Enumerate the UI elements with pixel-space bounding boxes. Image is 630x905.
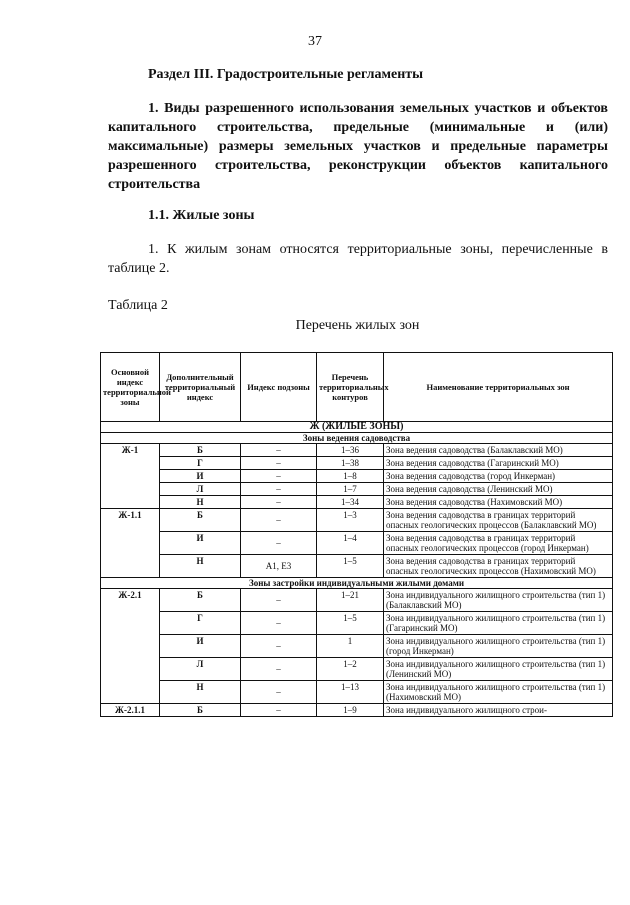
additional-index-cell: Б xyxy=(160,589,241,612)
heading-2: 1.1. Жилые зоны xyxy=(148,208,255,223)
zone-name-cell: Зона ведения садоводства (город Инкерман) xyxy=(384,470,613,483)
table-row xyxy=(101,483,613,496)
contours-cell: 1–2 xyxy=(317,658,384,681)
subzone-index-cell: – xyxy=(241,612,317,635)
additional-index-cell: Н xyxy=(160,681,241,704)
additional-index-cell: Н xyxy=(160,555,241,578)
zone-name-cell: Зона индивидуального жилищного строительства (тип 1) (Гагаринский МО) xyxy=(384,612,613,635)
main-index-cell: Ж-1.1 xyxy=(101,509,160,578)
header-subzone-index: Индекс подзоны xyxy=(241,353,317,422)
header-contours: Перечень территориальных контуров xyxy=(317,353,384,422)
additional-index-cell: Г xyxy=(160,457,241,470)
additional-index-cell: Г xyxy=(160,612,241,635)
subzone-index-cell: – xyxy=(241,681,317,704)
table-row xyxy=(101,457,613,470)
subzone-index-cell: – xyxy=(241,589,317,612)
zones-table xyxy=(100,352,613,717)
table-caption: Перечень жилых зон xyxy=(295,318,420,333)
table-row xyxy=(101,532,613,555)
subzone-index-cell: – xyxy=(241,496,317,509)
subzone-index-cell: – xyxy=(241,509,317,532)
table-body xyxy=(101,422,613,717)
contours-cell: 1–36 xyxy=(317,444,384,457)
table-row xyxy=(101,658,613,681)
table-header-row xyxy=(101,353,613,422)
page-number: 37 xyxy=(308,34,322,49)
additional-index-cell: Н xyxy=(160,496,241,509)
zone-name-cell: Зона ведения садоводства (Балаклавский МО) xyxy=(384,444,613,457)
subzone-index-cell: – xyxy=(241,635,317,658)
zone-name-cell: Зона индивидуального жилищного строи- xyxy=(384,704,613,717)
additional-index-cell: Б xyxy=(160,444,241,457)
zone-name-cell: Зона ведения садоводства в границах территорий опасных геологических процессов (Балаклавский МО) xyxy=(384,509,613,532)
subzone-index-cell: – xyxy=(241,444,317,457)
contours-cell: 1–9 xyxy=(317,704,384,717)
additional-index-cell: И xyxy=(160,470,241,483)
main-index-cell: Ж-1 xyxy=(101,444,160,509)
subzone-index-cell: – xyxy=(241,483,317,496)
group-row xyxy=(101,433,613,444)
heading-1: 1. Виды разрешенного использования земельных участков и объектов капитального строительства, предельные (минимальные и (или) максимальные) размеры земельных участков и предельные параметры разрешенного строительства, реконструкции объектов капитального строительства xyxy=(108,101,608,192)
additional-index-cell: Б xyxy=(160,509,241,532)
zone-name-cell: Зона ведения садоводства (Ленинский МО) xyxy=(384,483,613,496)
additional-index-cell: Л xyxy=(160,658,241,681)
main-index-cell: Ж-2.1 xyxy=(101,589,160,704)
table-row xyxy=(101,555,613,578)
table-row xyxy=(101,681,613,704)
zone-title-row xyxy=(101,422,613,433)
subzone-index-cell: – xyxy=(241,658,317,681)
zone-name-cell: Зона ведения садоводства (Нахимовский МО) xyxy=(384,496,613,509)
contours-cell: 1–38 xyxy=(317,457,384,470)
additional-index-cell: Л xyxy=(160,483,241,496)
contours-cell: 1–4 xyxy=(317,532,384,555)
zone-name-cell: Зона индивидуального жилищного строительства (тип 1) (Балаклавский МО) xyxy=(384,589,613,612)
table-row xyxy=(101,470,613,483)
paragraph: 1. К жилым зонам относятся территориальные зоны, перечисленные в таблице 2. xyxy=(108,242,608,276)
header-zone-name: Наименование территориальных зон xyxy=(384,353,613,422)
contours-cell: 1–8 xyxy=(317,470,384,483)
contours-cell: 1–13 xyxy=(317,681,384,704)
additional-index-cell: И xyxy=(160,532,241,555)
table-row xyxy=(101,635,613,658)
main-index-cell: Ж-2.1.1 xyxy=(101,704,160,717)
table-row xyxy=(101,444,613,457)
contours-cell: 1–21 xyxy=(317,589,384,612)
group-row xyxy=(101,578,613,589)
additional-index-cell: Б xyxy=(160,704,241,717)
table-label: Таблица 2 xyxy=(108,298,168,313)
group-title: Зоны ведения садоводства xyxy=(101,433,613,444)
table-row xyxy=(101,509,613,532)
zone-name-cell: Зона ведения садоводства (Гагаринский МО) xyxy=(384,457,613,470)
contours-cell: 1–5 xyxy=(317,612,384,635)
subzone-index-cell: – xyxy=(241,532,317,555)
subzone-index-cell: А1, Е3 xyxy=(241,555,317,578)
table-row xyxy=(101,704,613,717)
subzone-index-cell: – xyxy=(241,457,317,470)
zone-title: Ж (ЖИЛЫЕ ЗОНЫ) xyxy=(101,422,613,433)
zone-name-cell: Зона индивидуального жилищного строительства (тип 1) (город Инкерман) xyxy=(384,635,613,658)
table-row xyxy=(101,612,613,635)
contours-cell: 1–34 xyxy=(317,496,384,509)
subzone-index-cell: – xyxy=(241,704,317,717)
contours-cell: 1–5 xyxy=(317,555,384,578)
zone-name-cell: Зона индивидуального жилищного строительства (тип 1) (Нахимовский МО) xyxy=(384,681,613,704)
contours-cell: 1–3 xyxy=(317,509,384,532)
contours-cell: 1–7 xyxy=(317,483,384,496)
header-main-index: Основной индекс территориальной зоны xyxy=(101,353,160,422)
section-title: Раздел III. Градостроительные регламенты xyxy=(148,67,424,82)
header-additional-index: Дополнительный территориальный индекс xyxy=(160,353,241,422)
group-title: Зоны застройки индивидуальными жилыми домами xyxy=(101,578,613,589)
subzone-index-cell: – xyxy=(241,470,317,483)
contours-cell: 1 xyxy=(317,635,384,658)
zone-name-cell: Зона ведения садоводства в границах территорий опасных геологических процессов (Нахимовский МО) xyxy=(384,555,613,578)
zone-name-cell: Зона индивидуального жилищного строительства (тип 1) (Ленинский МО) xyxy=(384,658,613,681)
table-row xyxy=(101,496,613,509)
table-row xyxy=(101,589,613,612)
additional-index-cell: И xyxy=(160,635,241,658)
zone-name-cell: Зона ведения садоводства в границах территорий опасных геологических процессов (город Инкерман) xyxy=(384,532,613,555)
